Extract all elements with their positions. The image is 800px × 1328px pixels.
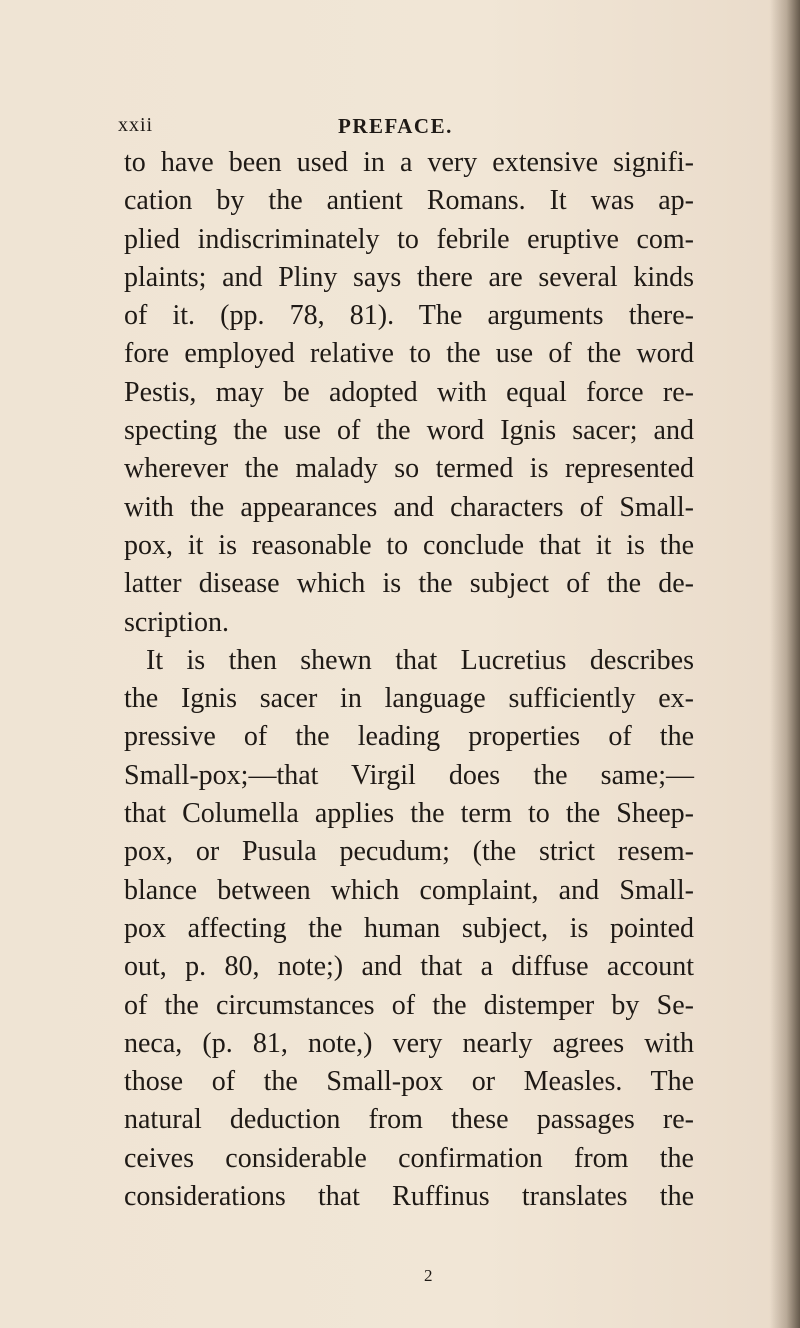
text-line: considerations that Ruffinus translates the (124, 1181, 694, 1213)
text-line: neca, (p. 81, note,) very nearly agrees with (124, 1027, 694, 1059)
spine-shadow (770, 0, 800, 1328)
text-line: fore employed relative to the use of the word (124, 338, 694, 370)
text-line: those of the Small-pox or Measles. The (124, 1066, 694, 1098)
text-line: It is then shewn that Lucretius describes (146, 644, 694, 676)
page-number: xxii (118, 114, 154, 136)
text-line: the Ignis sacer in language sufficiently ex- (124, 683, 694, 715)
text-line: ceives considerable confirmation from the (124, 1142, 694, 1174)
text-line: plied indiscriminately to febrile eruptive com- (124, 223, 694, 255)
text-line: natural deduction from these passages re- (124, 1104, 694, 1136)
text-line: Small-pox;—that Virgil does the same;— (124, 759, 694, 791)
text-line: blance between which complaint, and Small- (124, 874, 694, 906)
text-line: wherever the malady so termed is represented (124, 453, 694, 485)
text-line: to have been used in a very extensive signifi- (124, 147, 694, 178)
text-line: specting the use of the word Ignis sacer; and (124, 415, 694, 447)
text-line: out, p. 80, note;) and that a diffuse account (124, 951, 694, 983)
text-line: with the appearances and characters of Small- (124, 491, 694, 523)
text-line: cation by the antient Romans. It was ap- (124, 185, 694, 217)
text-line: of the circumstances of the distemper by Se- (124, 989, 694, 1021)
text-line: Pestis, may be adopted with equal force re- (124, 376, 694, 408)
text-line: latter disease which is the subject of the de- (124, 568, 694, 600)
text-line: pressive of the leading properties of the (124, 721, 694, 753)
signature-mark: 2 (424, 1266, 433, 1285)
text-line: that Columella applies the term to the Sheep- (124, 798, 694, 830)
text-line: pox, it is reasonable to conclude that it is the (124, 529, 694, 561)
text-line: pox affecting the human subject, is pointed (124, 912, 694, 944)
page-header (118, 114, 678, 146)
text-line: scription. (124, 606, 229, 638)
running-head: PREFACE. (338, 114, 453, 138)
body-text (124, 144, 694, 1216)
text-line: plaints; and Pliny says there are several kinds (124, 261, 694, 293)
text-line: of it. (pp. 78, 81). The arguments there- (124, 300, 694, 332)
text-line: pox, or Pusula pecudum; (the strict resem- (124, 836, 694, 868)
